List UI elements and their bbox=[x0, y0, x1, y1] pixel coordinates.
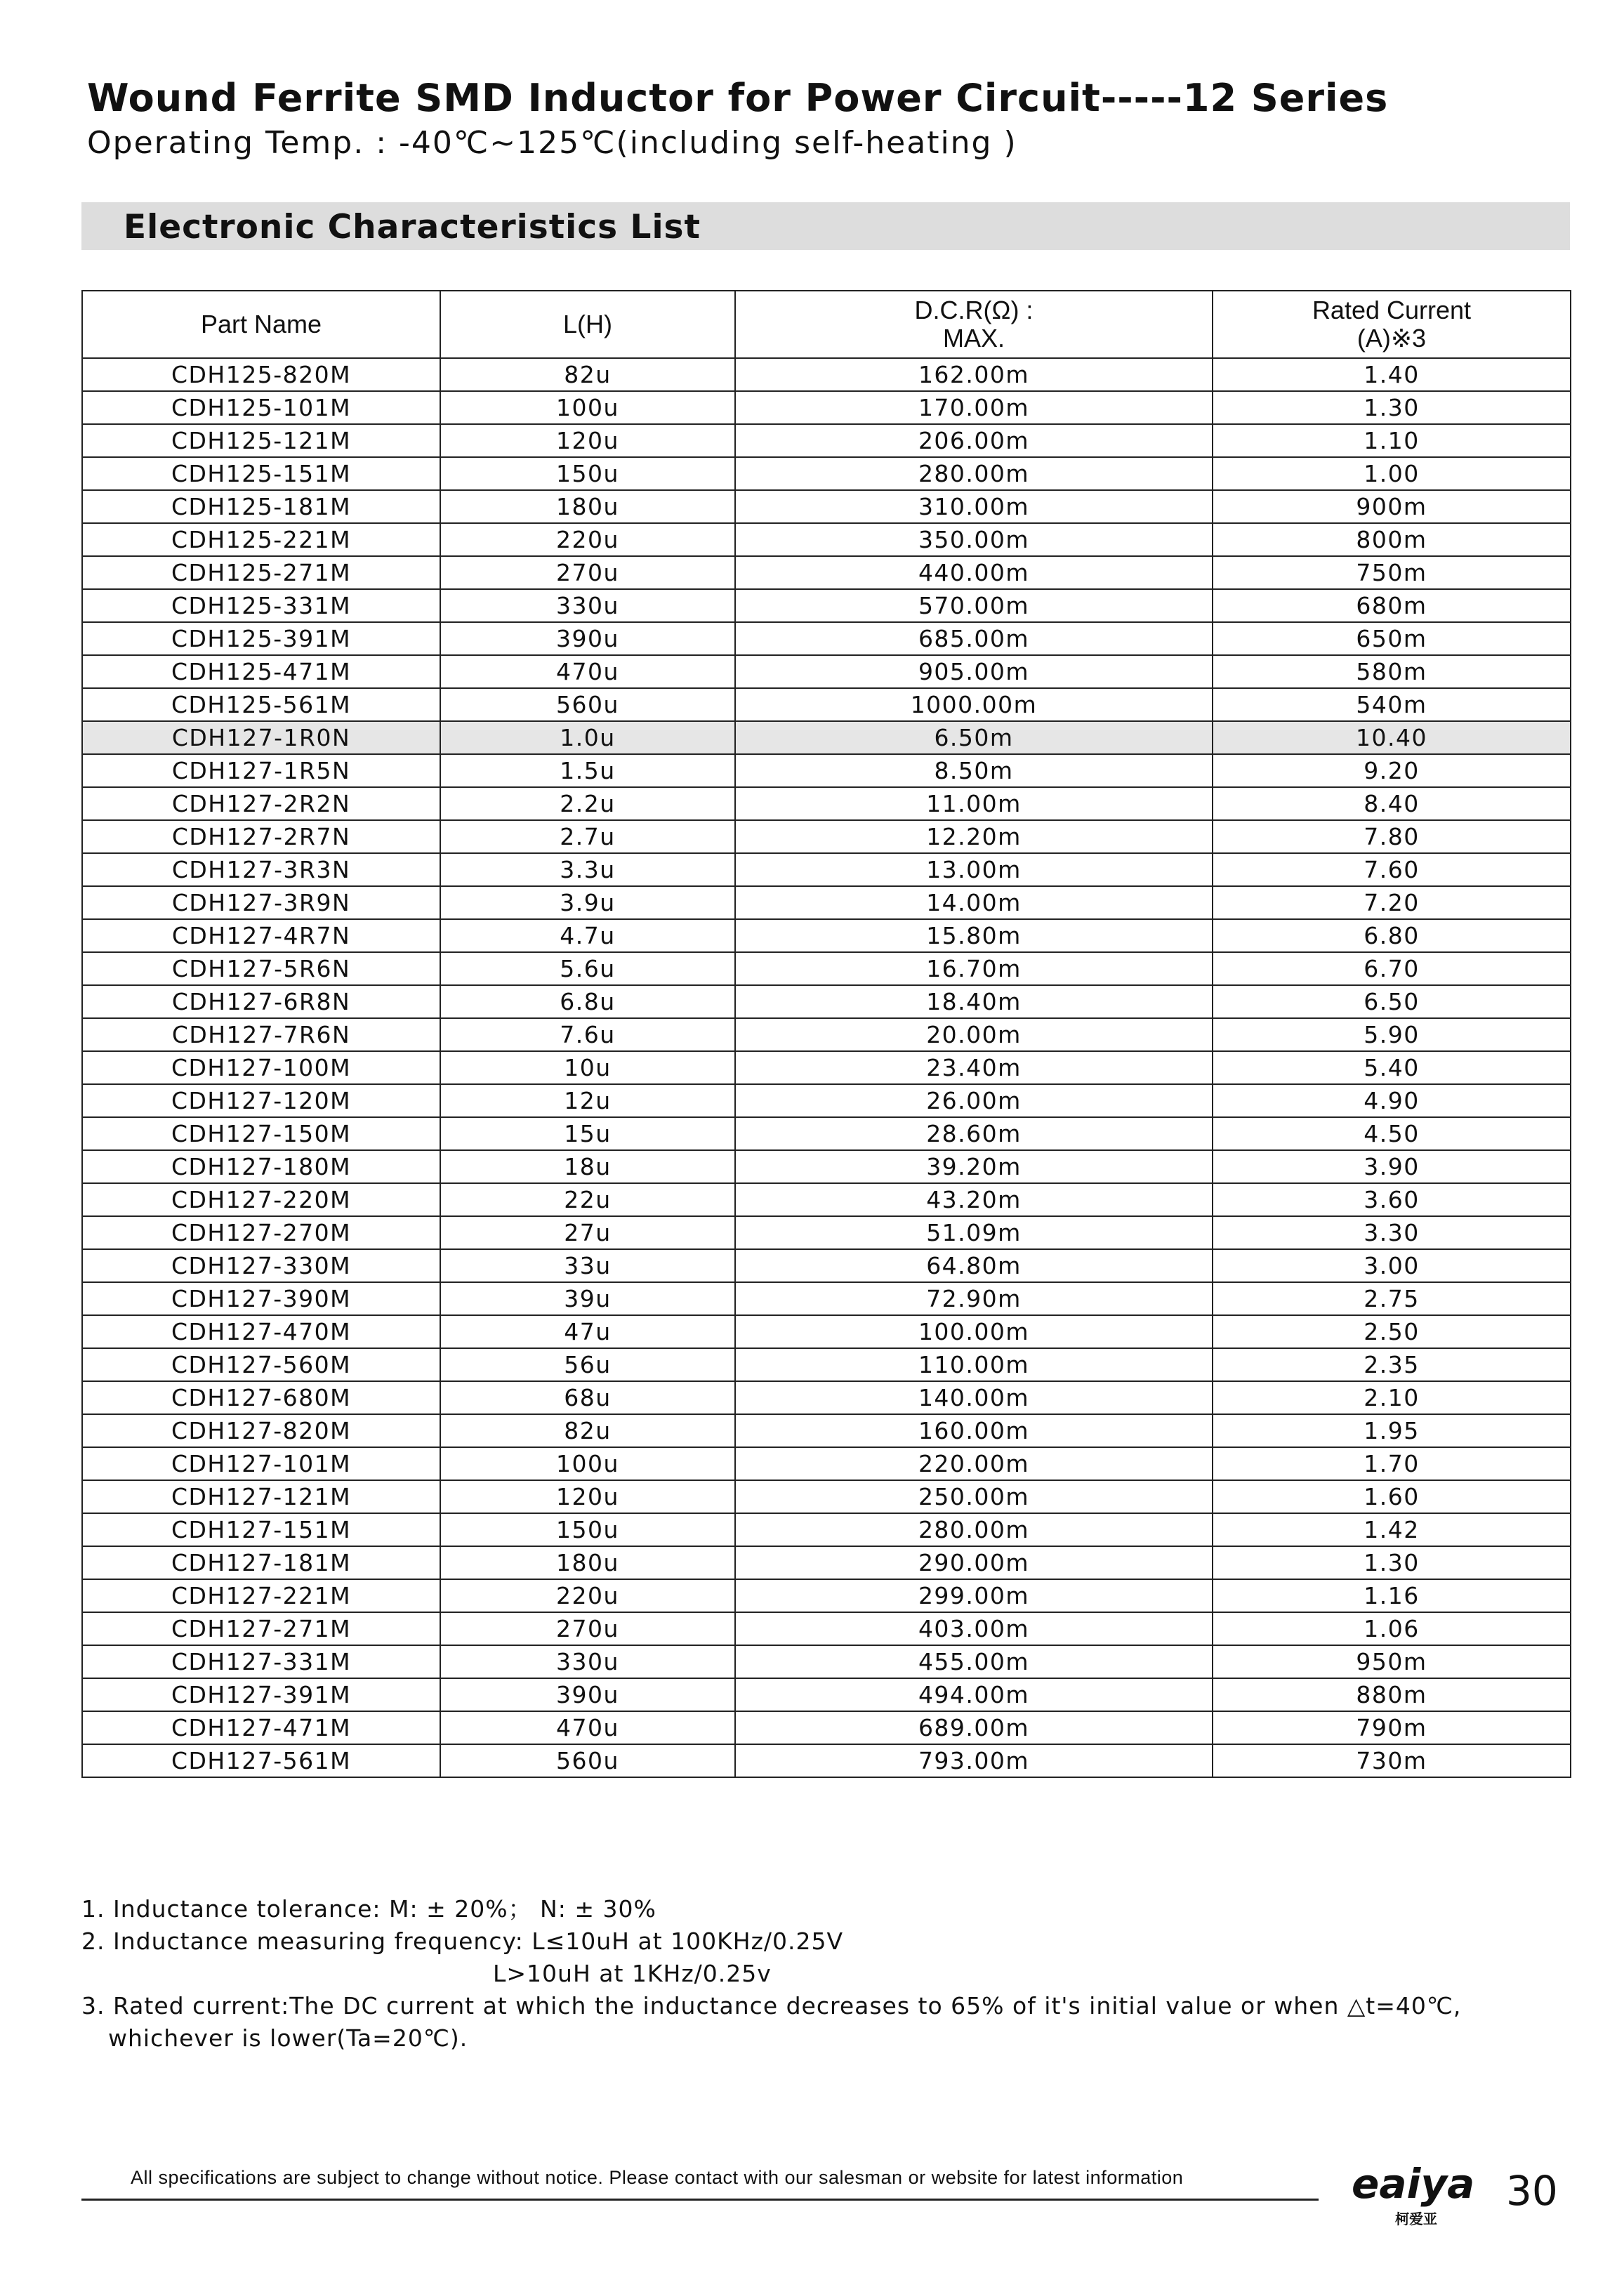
rated-current-cell: 800m bbox=[1213, 523, 1571, 556]
header-current-line2: (A)※3 bbox=[1356, 324, 1427, 352]
table-row bbox=[82, 1513, 1571, 1546]
part-name-cell: CDH125-101M bbox=[82, 391, 440, 424]
inductance-cell: 5.6u bbox=[440, 952, 735, 985]
inductance-cell: 2.2u bbox=[440, 787, 735, 820]
rated-current-cell: 790m bbox=[1213, 1711, 1571, 1744]
footer-disclaimer: All specifications are subject to change without notice. Please contact with our salesman or website for latest information bbox=[131, 2167, 1184, 2188]
dcr-cell: 14.00m bbox=[735, 886, 1213, 919]
rated-current-cell: 1.06 bbox=[1213, 1612, 1571, 1645]
rated-current-cell: 1.30 bbox=[1213, 1546, 1571, 1579]
rated-current-cell: 3.60 bbox=[1213, 1183, 1571, 1216]
inductance-cell: 56u bbox=[440, 1348, 735, 1381]
table-row bbox=[82, 589, 1571, 622]
dcr-cell: 72.90m bbox=[735, 1282, 1213, 1315]
table-row bbox=[82, 754, 1571, 787]
part-name-cell: CDH127-221M bbox=[82, 1579, 440, 1612]
part-name-cell: CDH127-471M bbox=[82, 1711, 440, 1744]
logo-wordmark: eaiya bbox=[1352, 2160, 1475, 2208]
inductance-cell: 2.7u bbox=[440, 820, 735, 853]
part-name-cell: CDH125-181M bbox=[82, 490, 440, 523]
table-row bbox=[82, 952, 1571, 985]
table-row bbox=[82, 1249, 1571, 1282]
dcr-cell: 689.00m bbox=[735, 1711, 1213, 1744]
inductance-cell: 39u bbox=[440, 1282, 735, 1315]
dcr-cell: 20.00m bbox=[735, 1018, 1213, 1051]
inductance-cell: 1.5u bbox=[440, 754, 735, 787]
table-row bbox=[82, 688, 1571, 721]
inductance-cell: 33u bbox=[440, 1249, 735, 1282]
inductance-cell: 18u bbox=[440, 1150, 735, 1183]
inductance-cell: 470u bbox=[440, 1711, 735, 1744]
dcr-cell: 13.00m bbox=[735, 853, 1213, 886]
dcr-cell: 299.00m bbox=[735, 1579, 1213, 1612]
dcr-cell: 100.00m bbox=[735, 1315, 1213, 1348]
part-name-cell: CDH127-6R8N bbox=[82, 985, 440, 1018]
dcr-cell: 160.00m bbox=[735, 1414, 1213, 1447]
table-row bbox=[82, 1612, 1571, 1645]
inductance-cell: 100u bbox=[440, 391, 735, 424]
dcr-cell: 170.00m bbox=[735, 391, 1213, 424]
header-rated-current bbox=[1213, 291, 1571, 358]
table-row bbox=[82, 721, 1571, 754]
rated-current-cell: 3.00 bbox=[1213, 1249, 1571, 1282]
part-name-cell: CDH127-4R7N bbox=[82, 919, 440, 952]
rated-current-cell: 5.40 bbox=[1213, 1051, 1571, 1084]
dcr-cell: 15.80m bbox=[735, 919, 1213, 952]
inductance-cell: 82u bbox=[440, 1414, 735, 1447]
header-dcr bbox=[735, 291, 1213, 358]
operating-temp-subtitle: Operating Temp. : -40℃~125℃(including self-heating ) bbox=[87, 125, 1017, 161]
inductance-cell: 120u bbox=[440, 424, 735, 457]
inductance-cell: 560u bbox=[440, 688, 735, 721]
rated-current-cell: 5.90 bbox=[1213, 1018, 1571, 1051]
table-header-row bbox=[82, 291, 1571, 358]
part-name-cell: CDH127-2R7N bbox=[82, 820, 440, 853]
note-rated-current-continued: whichever is lower(Ta=20℃). bbox=[108, 2024, 468, 2052]
rated-current-cell: 3.90 bbox=[1213, 1150, 1571, 1183]
part-name-cell: CDH127-1R5N bbox=[82, 754, 440, 787]
inductance-cell: 82u bbox=[440, 358, 735, 391]
part-name-cell: CDH125-561M bbox=[82, 688, 440, 721]
dcr-cell: 350.00m bbox=[735, 523, 1213, 556]
dcr-cell: 280.00m bbox=[735, 457, 1213, 490]
rated-current-cell: 650m bbox=[1213, 622, 1571, 655]
table-row bbox=[82, 1150, 1571, 1183]
rated-current-cell: 1.42 bbox=[1213, 1513, 1571, 1546]
dcr-cell: 1000.00m bbox=[735, 688, 1213, 721]
note-tolerance: 1. Inductance tolerance: M: ± 20%； N: ± 30% bbox=[81, 1895, 656, 1923]
table-row bbox=[82, 985, 1571, 1018]
inductance-cell: 15u bbox=[440, 1117, 735, 1150]
part-name-cell: CDH127-470M bbox=[82, 1315, 440, 1348]
table-row bbox=[82, 1051, 1571, 1084]
part-name-cell: CDH127-560M bbox=[82, 1348, 440, 1381]
inductance-cell: 150u bbox=[440, 1513, 735, 1546]
rated-current-cell: 3.30 bbox=[1213, 1216, 1571, 1249]
dcr-cell: 8.50m bbox=[735, 754, 1213, 787]
rated-current-cell: 1.70 bbox=[1213, 1447, 1571, 1480]
header-dcr-line1: D.C.R(Ω) : bbox=[914, 296, 1034, 324]
table-row bbox=[82, 1711, 1571, 1744]
inductance-cell: 390u bbox=[440, 622, 735, 655]
dcr-cell: 64.80m bbox=[735, 1249, 1213, 1282]
part-name-cell: CDH127-150M bbox=[82, 1117, 440, 1150]
rated-current-cell: 4.50 bbox=[1213, 1117, 1571, 1150]
part-name-cell: CDH127-7R6N bbox=[82, 1018, 440, 1051]
rated-current-cell: 1.40 bbox=[1213, 358, 1571, 391]
table-row bbox=[82, 1315, 1571, 1348]
note-frequency: 2. Inductance measuring frequency: L≤10uH at 100KHz/0.25V bbox=[81, 1928, 844, 1955]
rated-current-cell: 2.75 bbox=[1213, 1282, 1571, 1315]
inductance-cell: 27u bbox=[440, 1216, 735, 1249]
dcr-cell: 26.00m bbox=[735, 1084, 1213, 1117]
table-row bbox=[82, 1018, 1571, 1051]
inductance-cell: 1.0u bbox=[440, 721, 735, 754]
rated-current-cell: 7.60 bbox=[1213, 853, 1571, 886]
dcr-cell: 12.20m bbox=[735, 820, 1213, 853]
dcr-cell: 18.40m bbox=[735, 985, 1213, 1018]
part-name-cell: CDH127-121M bbox=[82, 1480, 440, 1513]
table-row bbox=[82, 886, 1571, 919]
dcr-cell: 140.00m bbox=[735, 1381, 1213, 1414]
dcr-cell: 570.00m bbox=[735, 589, 1213, 622]
part-name-cell: CDH127-331M bbox=[82, 1645, 440, 1678]
rated-current-cell: 1.00 bbox=[1213, 457, 1571, 490]
inductance-cell: 270u bbox=[440, 1612, 735, 1645]
dcr-cell: 793.00m bbox=[735, 1744, 1213, 1777]
table-row bbox=[82, 853, 1571, 886]
part-name-cell: CDH127-391M bbox=[82, 1678, 440, 1711]
rated-current-cell: 730m bbox=[1213, 1744, 1571, 1777]
note-frequency-continued: L>10uH at 1KHz/0.25v bbox=[493, 1960, 772, 1987]
dcr-cell: 220.00m bbox=[735, 1447, 1213, 1480]
dcr-cell: 494.00m bbox=[735, 1678, 1213, 1711]
dcr-cell: 440.00m bbox=[735, 556, 1213, 589]
table-row bbox=[82, 622, 1571, 655]
table-row bbox=[82, 1381, 1571, 1414]
rated-current-cell: 880m bbox=[1213, 1678, 1571, 1711]
rated-current-cell: 750m bbox=[1213, 556, 1571, 589]
table-row bbox=[82, 820, 1571, 853]
rated-current-cell: 6.50 bbox=[1213, 985, 1571, 1018]
dcr-cell: 280.00m bbox=[735, 1513, 1213, 1546]
table-row bbox=[82, 1546, 1571, 1579]
table-row bbox=[82, 391, 1571, 424]
inductance-cell: 10u bbox=[440, 1051, 735, 1084]
logo-chinese-name: 柯爱亚 bbox=[1395, 2212, 1437, 2227]
note-rated-current: 3. Rated current:The DC current at which the inductance decreases to 65% of it's initial value or when △t=40℃, bbox=[81, 1992, 1462, 2019]
table-row bbox=[82, 1216, 1571, 1249]
part-name-cell: CDH127-180M bbox=[82, 1150, 440, 1183]
table-body bbox=[82, 358, 1571, 1777]
inductance-cell: 120u bbox=[440, 1480, 735, 1513]
table-row bbox=[82, 655, 1571, 688]
inductance-cell: 470u bbox=[440, 655, 735, 688]
header-part-name: Part Name bbox=[82, 291, 440, 358]
rated-current-cell: 900m bbox=[1213, 490, 1571, 523]
dcr-cell: 43.20m bbox=[735, 1183, 1213, 1216]
dcr-cell: 290.00m bbox=[735, 1546, 1213, 1579]
inductance-cell: 220u bbox=[440, 1579, 735, 1612]
inductance-cell: 150u bbox=[440, 457, 735, 490]
table-row bbox=[82, 523, 1571, 556]
part-name-cell: CDH125-471M bbox=[82, 655, 440, 688]
part-name-cell: CDH127-270M bbox=[82, 1216, 440, 1249]
part-name-cell: CDH127-3R3N bbox=[82, 853, 440, 886]
rated-current-cell: 1.10 bbox=[1213, 424, 1571, 457]
table-row bbox=[82, 1678, 1571, 1711]
table-row bbox=[82, 556, 1571, 589]
rated-current-cell: 7.20 bbox=[1213, 886, 1571, 919]
part-name-cell: CDH127-5R6N bbox=[82, 952, 440, 985]
dcr-cell: 310.00m bbox=[735, 490, 1213, 523]
part-name-cell: CDH127-2R2N bbox=[82, 787, 440, 820]
part-name-cell: CDH127-220M bbox=[82, 1183, 440, 1216]
dcr-cell: 905.00m bbox=[735, 655, 1213, 688]
rated-current-cell: 4.90 bbox=[1213, 1084, 1571, 1117]
table-row bbox=[82, 787, 1571, 820]
part-name-cell: CDH127-271M bbox=[82, 1612, 440, 1645]
rated-current-cell: 10.40 bbox=[1213, 721, 1571, 754]
rated-current-cell: 540m bbox=[1213, 688, 1571, 721]
rated-current-cell: 1.95 bbox=[1213, 1414, 1571, 1447]
rated-current-cell: 7.80 bbox=[1213, 820, 1571, 853]
rated-current-cell: 1.16 bbox=[1213, 1579, 1571, 1612]
dcr-cell: 250.00m bbox=[735, 1480, 1213, 1513]
table-row bbox=[82, 1183, 1571, 1216]
rated-current-cell: 6.80 bbox=[1213, 919, 1571, 952]
rated-current-cell: 8.40 bbox=[1213, 787, 1571, 820]
table-row bbox=[82, 1348, 1571, 1381]
rated-current-cell: 2.50 bbox=[1213, 1315, 1571, 1348]
dcr-cell: 162.00m bbox=[735, 358, 1213, 391]
part-name-cell: CDH127-181M bbox=[82, 1546, 440, 1579]
dcr-cell: 403.00m bbox=[735, 1612, 1213, 1645]
part-name-cell: CDH125-221M bbox=[82, 523, 440, 556]
dcr-cell: 23.40m bbox=[735, 1051, 1213, 1084]
dcr-cell: 455.00m bbox=[735, 1645, 1213, 1678]
table-row bbox=[82, 457, 1571, 490]
table-row bbox=[82, 1414, 1571, 1447]
part-name-cell: CDH125-391M bbox=[82, 622, 440, 655]
table-row bbox=[82, 1744, 1571, 1777]
table-row bbox=[82, 1447, 1571, 1480]
inductance-cell: 22u bbox=[440, 1183, 735, 1216]
rated-current-cell: 1.60 bbox=[1213, 1480, 1571, 1513]
part-name-cell: CDH127-561M bbox=[82, 1744, 440, 1777]
table-row bbox=[82, 1480, 1571, 1513]
dcr-cell: 685.00m bbox=[735, 622, 1213, 655]
part-name-cell: CDH127-390M bbox=[82, 1282, 440, 1315]
company-logo bbox=[1352, 2160, 1478, 2237]
part-name-cell: CDH125-331M bbox=[82, 589, 440, 622]
characteristics-table bbox=[81, 290, 1571, 1778]
rated-current-cell: 2.10 bbox=[1213, 1381, 1571, 1414]
rated-current-cell: 9.20 bbox=[1213, 754, 1571, 787]
inductance-cell: 270u bbox=[440, 556, 735, 589]
dcr-cell: 16.70m bbox=[735, 952, 1213, 985]
dcr-cell: 206.00m bbox=[735, 424, 1213, 457]
inductance-cell: 100u bbox=[440, 1447, 735, 1480]
rated-current-cell: 1.30 bbox=[1213, 391, 1571, 424]
inductance-cell: 4.7u bbox=[440, 919, 735, 952]
part-name-cell: CDH127-101M bbox=[82, 1447, 440, 1480]
part-name-cell: CDH127-120M bbox=[82, 1084, 440, 1117]
inductance-cell: 3.3u bbox=[440, 853, 735, 886]
part-name-cell: CDH125-151M bbox=[82, 457, 440, 490]
inductance-cell: 3.9u bbox=[440, 886, 735, 919]
dcr-cell: 110.00m bbox=[735, 1348, 1213, 1381]
dcr-cell: 28.60m bbox=[735, 1117, 1213, 1150]
section-title: Electronic Characteristics List bbox=[124, 208, 701, 246]
dcr-cell: 11.00m bbox=[735, 787, 1213, 820]
part-name-cell: CDH127-820M bbox=[82, 1414, 440, 1447]
section-header-bar bbox=[81, 202, 1570, 250]
inductance-cell: 7.6u bbox=[440, 1018, 735, 1051]
table-row bbox=[82, 1645, 1571, 1678]
notes-block bbox=[81, 1893, 1461, 2055]
dcr-cell: 51.09m bbox=[735, 1216, 1213, 1249]
dcr-cell: 6.50m bbox=[735, 721, 1213, 754]
inductance-cell: 180u bbox=[440, 1546, 735, 1579]
inductance-cell: 390u bbox=[440, 1678, 735, 1711]
part-name-cell: CDH127-100M bbox=[82, 1051, 440, 1084]
table-row bbox=[82, 1579, 1571, 1612]
table-row bbox=[82, 358, 1571, 391]
rated-current-cell: 680m bbox=[1213, 589, 1571, 622]
part-name-cell: CDH127-151M bbox=[82, 1513, 440, 1546]
header-inductance: L(H) bbox=[440, 291, 735, 358]
inductance-cell: 180u bbox=[440, 490, 735, 523]
header-current-line1: Rated Current bbox=[1312, 296, 1472, 324]
rated-current-cell: 580m bbox=[1213, 655, 1571, 688]
document-title: Wound Ferrite SMD Inductor for Power Circuit-----12 Series bbox=[87, 76, 1389, 120]
table-row bbox=[82, 1117, 1571, 1150]
page-number: 30 bbox=[1506, 2167, 1558, 2215]
inductance-cell: 12u bbox=[440, 1084, 735, 1117]
table-row bbox=[82, 490, 1571, 523]
rated-current-cell: 2.35 bbox=[1213, 1348, 1571, 1381]
footer-divider bbox=[81, 2199, 1319, 2201]
inductance-cell: 47u bbox=[440, 1315, 735, 1348]
header-dcr-line2: MAX. bbox=[942, 324, 1005, 352]
dcr-cell: 39.20m bbox=[735, 1150, 1213, 1183]
inductance-cell: 68u bbox=[440, 1381, 735, 1414]
inductance-cell: 330u bbox=[440, 589, 735, 622]
inductance-cell: 220u bbox=[440, 523, 735, 556]
inductance-cell: 330u bbox=[440, 1645, 735, 1678]
part-name-cell: CDH127-1R0N bbox=[82, 721, 440, 754]
part-name-cell: CDH127-680M bbox=[82, 1381, 440, 1414]
table-row bbox=[82, 424, 1571, 457]
part-name-cell: CDH125-271M bbox=[82, 556, 440, 589]
part-name-cell: CDH125-121M bbox=[82, 424, 440, 457]
table-row bbox=[82, 1282, 1571, 1315]
inductance-cell: 6.8u bbox=[440, 985, 735, 1018]
inductance-cell: 560u bbox=[440, 1744, 735, 1777]
part-name-cell: CDH127-330M bbox=[82, 1249, 440, 1282]
part-name-cell: CDH125-820M bbox=[82, 358, 440, 391]
table-row bbox=[82, 1084, 1571, 1117]
rated-current-cell: 6.70 bbox=[1213, 952, 1571, 985]
rated-current-cell: 950m bbox=[1213, 1645, 1571, 1678]
part-name-cell: CDH127-3R9N bbox=[82, 886, 440, 919]
table-row bbox=[82, 919, 1571, 952]
